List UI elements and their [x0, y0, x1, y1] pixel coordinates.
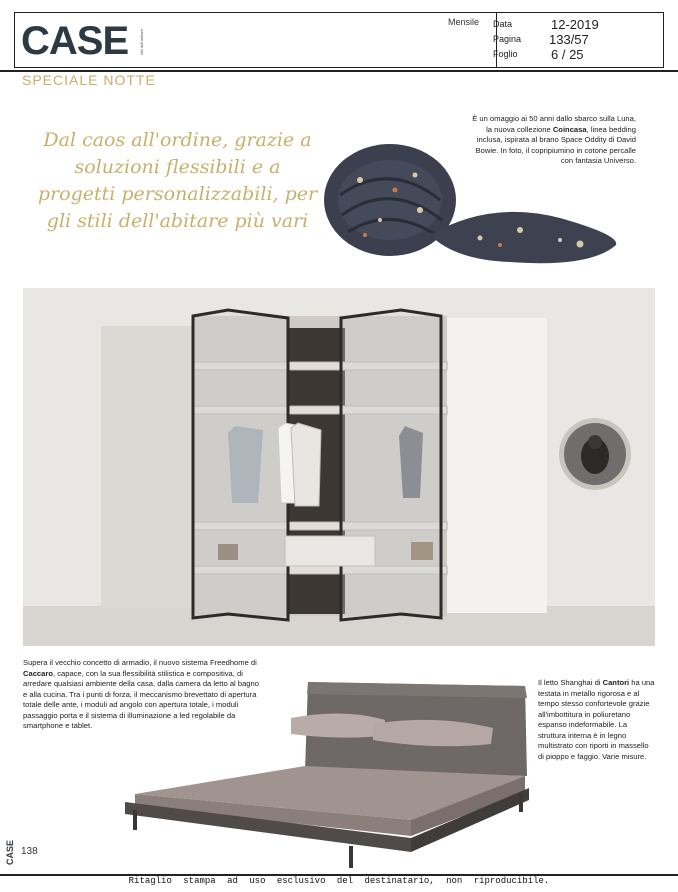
meta-label: Foglio: [493, 49, 518, 59]
round-wall-artwork: [557, 416, 633, 492]
caption-text: Supera il vecchio concetto di armadio, il nuovo sistema Freedhome di: [23, 658, 257, 667]
duvet-caption: [468, 114, 636, 167]
page-number: 138: [21, 846, 38, 857]
caption-text: , capace, con la sua flessibilità stilistica e compositiva, di arredare qualsiasi ambiente della casa, dalla camera da letto al bagno e alla cucina. Tra i punti di forza, il meccanismo brevettato di apertura totale delle ante, i moduli ad angolo con apertura totale, i moduli passaggio porta e il sistema di illuminazione a led regolabile da smartphone e tablet.: [23, 668, 259, 730]
section-title: SPECIALE NOTTE: [22, 72, 156, 88]
bed-caption: [538, 678, 656, 762]
meta-value: 133/57: [549, 32, 589, 47]
page-number-block: [5, 838, 43, 866]
brand-name: Caccaro: [23, 668, 53, 678]
meta-value: 12-2019: [551, 17, 599, 32]
logo-subtitle: stili dell'abitare: [139, 28, 144, 55]
brand-name: Cantori: [602, 678, 630, 687]
bed-photo: [115, 676, 533, 872]
meta-value: 6 / 25: [551, 47, 584, 62]
magazine-logo: [19, 15, 154, 65]
caption-text: ha una testata in metallo rigorosa e al tempo stesso confortevole grazie all'imbottitura in poliuretano espanso indeformabile. La struttura interna è in legno multistrato con riporti in massello di pioppo e faggio. Varie misure.: [538, 678, 655, 761]
footer-notice: Ritaglio stampa ad uso esclusivo del destinatario, non riproducibile.: [128, 876, 550, 886]
caption-text: Il letto Shanghai di: [538, 678, 603, 687]
brand-name: Coincasa: [552, 124, 587, 134]
clipping-header: [14, 12, 664, 68]
publication-frequency: Mensile: [448, 17, 480, 27]
caption-text: , linea bedding inclusa, ispirata al brano Space Oddity di David Bowie. In foto, il copripiumino in cotone percalle con fantasia Universo.: [475, 124, 636, 165]
page-tagline: Dal caos all'ordine, grazie a soluzioni flessibili e a progetti personalizzabili, per gli stili dell'abitare più vari: [37, 129, 318, 232]
meta-label: Data: [493, 19, 513, 29]
mini-logo: CASE: [5, 840, 15, 866]
caption-text: È un omaggio ai 50 anni dallo sbarco sulla Luna, la nuova collezione: [472, 114, 636, 134]
meta-label: Pagina: [493, 34, 522, 44]
logo-text: CASE: [21, 19, 129, 63]
